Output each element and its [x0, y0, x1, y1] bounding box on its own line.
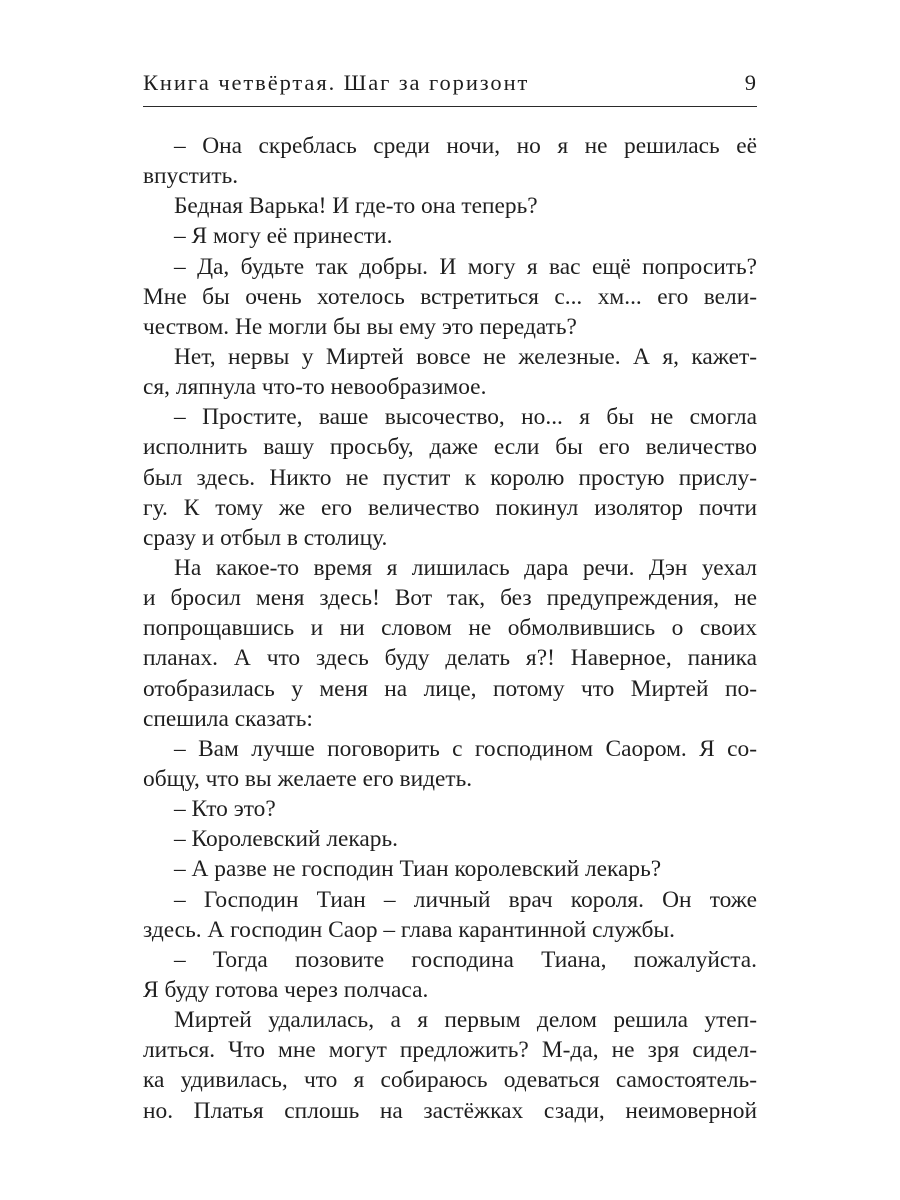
text-line: но. Платья сплошь на застёжках сзади, неимоверной	[143, 1097, 757, 1124]
text-line: – Господин Тиан – личный врач короля. Он тоже	[174, 886, 757, 913]
text-line: здесь. А господин Саор – глава карантинной службы.	[143, 916, 675, 943]
text-line: Мне бы очень хотелось встретиться с... хм... его вели-	[143, 283, 757, 310]
text-line: гу. К тому же его величество покинул изолятор почти	[143, 494, 757, 521]
running-head-title: Книга четвёртая. Шаг за горизонт	[143, 70, 530, 95]
text-line: – Простите, ваше высочество, но... я бы не смогла	[174, 404, 757, 431]
text-line: – Кто это?	[174, 796, 276, 823]
text-line: Бедная Варька! И где-то она теперь?	[174, 193, 538, 220]
text-line: Нет, нервы у Миртей вовсе не железные. А я, кажет-	[174, 343, 757, 370]
text-line: сразу и отбыл в столицу.	[143, 524, 388, 551]
text-line: спешила сказать:	[143, 705, 313, 732]
text-line: – Тогда позовите господина Тиана, пожалуйста.	[174, 946, 757, 973]
text-line: – Я могу её принести.	[174, 223, 393, 250]
text-line: впустить.	[143, 163, 239, 190]
running-head	[143, 66, 757, 107]
text-line: ся, ляпнула что-то невообразимое.	[143, 374, 487, 401]
text-line: литься. Что мне могут предложить? М-да, не зря сидел-	[143, 1037, 757, 1064]
text-line: – А разве не господин Тиан королевский лекарь?	[174, 856, 662, 883]
text-line: попрощавшись и ни словом не обмолвившись о своих	[143, 615, 757, 642]
text-line: – Она скреблась среди ночи, но я не решилась её	[174, 133, 757, 159]
text-line: ка удивилась, что я собираюсь одеваться самостоятель-	[143, 1067, 757, 1094]
text-line: Миртей удалилась, а я первым делом решила утеп-	[174, 1007, 757, 1034]
text-line: отобразилась у меня на лице, потому что Миртей по-	[143, 675, 757, 702]
text-line: планах. А что здесь буду делать я?! Наверное, паника	[143, 645, 757, 672]
text-line: чеством. Не могли бы вы ему это передать?	[143, 313, 577, 340]
text-line: На какое-то время я лишилась дара речи. Дэн уехал	[174, 554, 757, 581]
text-line: – Королевский лекарь.	[174, 826, 399, 853]
text-line: общу, что вы желаете его видеть.	[143, 765, 473, 792]
text-line: был здесь. Никто не пустит к королю простую прислу-	[143, 464, 757, 491]
text-line: и бросил меня здесь! Вот так, без предупреждения, не	[143, 585, 757, 612]
text-line: исполнить вашу просьбу, даже если бы его величество	[143, 434, 757, 461]
text-line: – Да, будьте так добры. И могу я вас ещё попросить?	[174, 253, 757, 280]
text-line: Я буду готова через полчаса.	[143, 976, 429, 1003]
text-line: – Вам лучше поговорить с господином Саором. Я со-	[174, 735, 757, 762]
body-text	[143, 131, 757, 1126]
page-number: 9	[744, 70, 756, 95]
